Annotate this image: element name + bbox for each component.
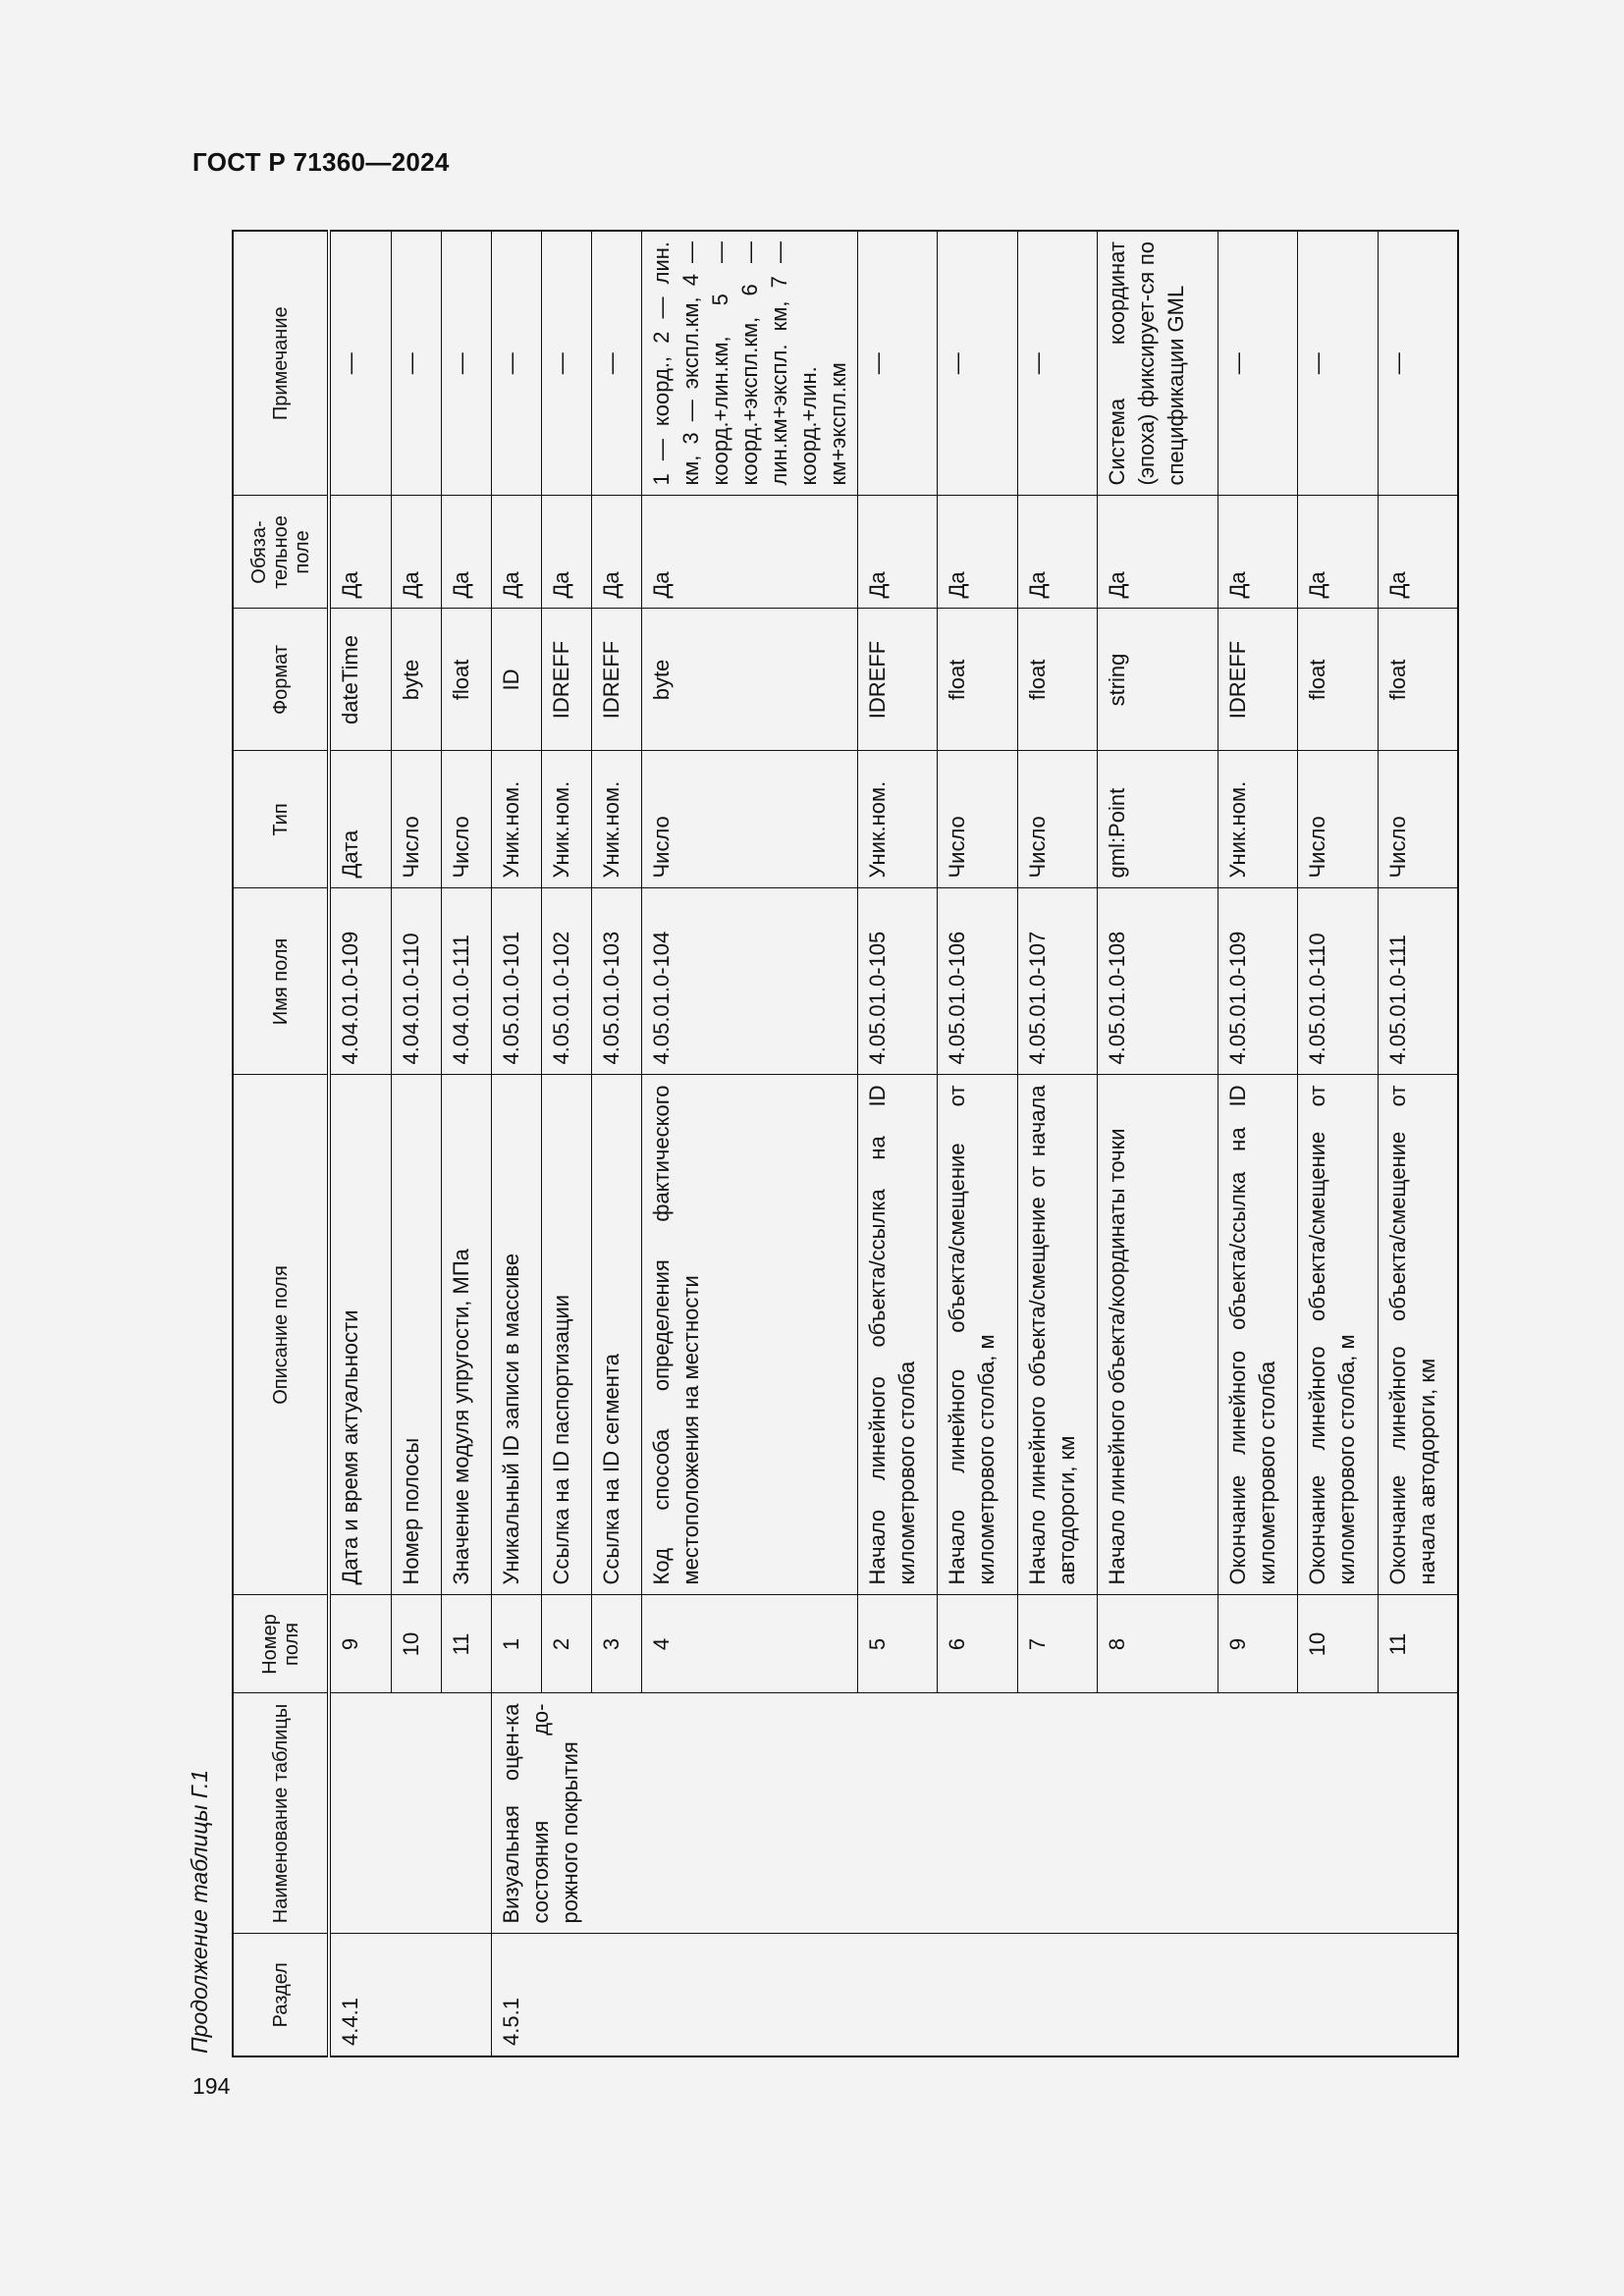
- format-cell: IDREFF: [857, 609, 938, 751]
- type-cell: Число: [391, 751, 441, 888]
- description-cell: Код способа определения фактического местоположения на местности: [641, 1075, 857, 1595]
- required-cell: Да: [541, 496, 591, 609]
- rotated-table-container: [232, 232, 1459, 2057]
- type-cell: Уник.ном.: [491, 751, 541, 888]
- description-cell: Начало линейного объекта/смещение от начала автодороги, км: [1017, 1075, 1098, 1595]
- field-name-cell: 4.05.01.0-108: [1098, 888, 1218, 1075]
- description-cell: Начало линейного объекта/координаты точки: [1098, 1075, 1218, 1595]
- required-cell: Да: [1298, 496, 1379, 609]
- field-number-cell: 7: [1017, 1595, 1098, 1693]
- required-cell: Да: [329, 496, 391, 609]
- required-cell: Да: [591, 496, 641, 609]
- description-cell: Значение модуля упругости, МПа: [441, 1075, 491, 1595]
- table-body: [329, 231, 1458, 2056]
- section-cell: 4.4.1: [329, 1934, 491, 2056]
- column-header-description: Описание поля: [233, 1075, 329, 1595]
- format-cell: float: [1298, 609, 1379, 751]
- type-cell: Уник.ном.: [541, 751, 591, 888]
- field-number-cell: 1: [491, 1595, 541, 1693]
- table-caption: Продолжение таблицы Г.1: [187, 1769, 212, 2054]
- field-number-cell: 9: [329, 1595, 391, 1693]
- note-cell: —: [441, 231, 491, 496]
- note-cell: Система координат (эпоха) фиксирует-ся по спецификации GML: [1098, 231, 1218, 496]
- field-name-cell: 4.05.01.0-109: [1218, 888, 1298, 1075]
- field-number-cell: 5: [857, 1595, 938, 1693]
- required-cell: Да: [1378, 496, 1458, 609]
- description-cell: Окончание линейного объекта/ссылка на ID километрового столба: [1218, 1075, 1298, 1595]
- type-cell: Число: [1017, 751, 1098, 888]
- type-cell: Уник.ном.: [857, 751, 938, 888]
- field-name-cell: 4.05.01.0-111: [1378, 888, 1458, 1075]
- field-number-cell: 3: [591, 1595, 641, 1693]
- format-cell: IDREFF: [591, 609, 641, 751]
- note-cell: —: [857, 231, 938, 496]
- format-cell: string: [1098, 609, 1218, 751]
- type-cell: Уник.ном.: [1218, 751, 1298, 888]
- note-cell: —: [541, 231, 591, 496]
- note-cell: 1 — коорд., 2 — лин. км, 3 — экспл.км, 4 — коорд.+лин.км, 5 — коорд.+экспл.км, 6 — лин.км+экспл. км, 7 — коорд.+лин. км+экспл.км: [641, 231, 857, 496]
- required-cell: Да: [1218, 496, 1298, 609]
- field-number-cell: 9: [1218, 1595, 1298, 1693]
- format-cell: float: [1378, 609, 1458, 751]
- note-cell: —: [938, 231, 1018, 496]
- note-cell: —: [1017, 231, 1098, 496]
- description-cell: Окончание линейного объекта/смещение от начала автодороги, км: [1378, 1075, 1458, 1595]
- required-cell: Да: [641, 496, 857, 609]
- format-cell: float: [1017, 609, 1098, 751]
- field-number-cell: 2: [541, 1595, 591, 1693]
- required-cell: Да: [1017, 496, 1098, 609]
- description-cell: Дата и время актуальности: [329, 1075, 391, 1595]
- description-cell: Начало линейного объекта/смещение от километрового столба, м: [938, 1075, 1018, 1595]
- field-name-cell: 4.05.01.0-105: [857, 888, 938, 1075]
- format-cell: byte: [391, 609, 441, 751]
- field-name-cell: 4.05.01.0-104: [641, 888, 857, 1075]
- format-cell: byte: [641, 609, 857, 751]
- format-cell: float: [441, 609, 491, 751]
- field-name-cell: 4.05.01.0-103: [591, 888, 641, 1075]
- required-cell: Да: [938, 496, 1018, 609]
- required-cell: Да: [491, 496, 541, 609]
- description-cell: Ссылка на ID сегмента: [591, 1075, 641, 1595]
- field-name-cell: 4.05.01.0-106: [938, 888, 1018, 1075]
- field-number-cell: 6: [938, 1595, 1018, 1693]
- note-cell: —: [391, 231, 441, 496]
- page-number: 194: [192, 2073, 231, 2099]
- field-name-cell: 4.04.01.0-109: [329, 888, 391, 1075]
- type-cell: Число: [641, 751, 857, 888]
- field-number-cell: 11: [1378, 1595, 1458, 1693]
- table-row: [329, 231, 391, 2056]
- table-header-row: [233, 231, 329, 2056]
- table-name-cell: [329, 1693, 491, 1934]
- note-cell: —: [1298, 231, 1379, 496]
- field-name-cell: 4.05.01.0-102: [541, 888, 591, 1075]
- type-cell: Число: [938, 751, 1018, 888]
- field-name-cell: 4.04.01.0-110: [391, 888, 441, 1075]
- required-cell: Да: [441, 496, 491, 609]
- column-header-note: Примечание: [233, 231, 329, 496]
- section-cell: 4.5.1: [491, 1934, 1458, 2056]
- type-cell: Уник.ном.: [591, 751, 641, 888]
- field-name-cell: 4.05.01.0-110: [1298, 888, 1379, 1075]
- description-cell: Ссылка на ID паспортизации: [541, 1075, 591, 1595]
- note-cell: —: [491, 231, 541, 496]
- format-cell: IDREFF: [541, 609, 591, 751]
- column-header-table-name: Наименование таблицы: [233, 1693, 329, 1934]
- type-cell: Число: [1298, 751, 1379, 888]
- document-header-title: ГОСТ Р 71360—2024: [192, 147, 450, 177]
- type-cell: gml:Point: [1098, 751, 1218, 888]
- field-number-cell: 4: [641, 1595, 857, 1693]
- description-cell: Начало линейного объекта/ссылка на ID километрового столба: [857, 1075, 938, 1595]
- type-cell: Дата: [329, 751, 391, 888]
- column-header-format: Формат: [233, 609, 329, 751]
- field-name-cell: 4.04.01.0-111: [441, 888, 491, 1075]
- table-row: [491, 231, 541, 2056]
- field-number-cell: 10: [1298, 1595, 1379, 1693]
- required-cell: Да: [391, 496, 441, 609]
- note-cell: —: [1218, 231, 1298, 496]
- type-cell: Число: [1378, 751, 1458, 888]
- field-number-cell: 10: [391, 1595, 441, 1693]
- required-cell: Да: [1098, 496, 1218, 609]
- note-cell: —: [329, 231, 391, 496]
- note-cell: —: [591, 231, 641, 496]
- format-cell: IDREFF: [1218, 609, 1298, 751]
- column-header-field-number: Номер поля: [233, 1595, 329, 1693]
- table-name-cell: Визуальная оцен-ка состояния до-рожного покрытия: [491, 1693, 1458, 1934]
- column-header-required: Обяза-тельное поле: [233, 496, 329, 609]
- fields-table: [232, 230, 1459, 2057]
- note-cell: —: [1378, 231, 1458, 496]
- description-cell: Уникальный ID записи в массиве: [491, 1075, 541, 1595]
- format-cell: ID: [491, 609, 541, 751]
- field-name-cell: 4.05.01.0-101: [491, 888, 541, 1075]
- column-header-type: Тип: [233, 751, 329, 888]
- column-header-field-name: Имя поля: [233, 888, 329, 1075]
- column-header-section: Раздел: [233, 1934, 329, 2056]
- field-number-cell: 11: [441, 1595, 491, 1693]
- required-cell: Да: [857, 496, 938, 609]
- description-cell: Окончание линейного объекта/смещение от километрового столба, м: [1298, 1075, 1379, 1595]
- field-number-cell: 8: [1098, 1595, 1218, 1693]
- format-cell: float: [938, 609, 1018, 751]
- type-cell: Число: [441, 751, 491, 888]
- format-cell: dateTime: [329, 609, 391, 751]
- field-name-cell: 4.05.01.0-107: [1017, 888, 1098, 1075]
- description-cell: Номер полосы: [391, 1075, 441, 1595]
